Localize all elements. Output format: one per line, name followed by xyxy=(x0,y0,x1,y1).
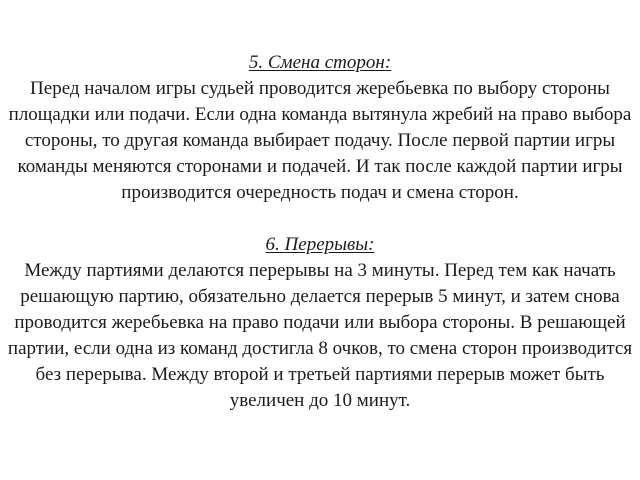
section-breaks xyxy=(6,232,634,414)
section-side-change xyxy=(6,50,634,206)
section-paragraph: Между партиями делаются перерывы на 3 минуты. Перед тем как начать решающую партию, обязательно делается перерыв 5 минут, и затем снова проводится жеребьевка на право подачи или выбора стороны. В решающей партии, если одна из команд достигла 8 очков, то смена сторон производится без перерыва. Между второй и третьей партиями перерыв может быть увеличен до 10 минут. xyxy=(7,260,633,411)
section-heading: 5. Смена сторон: xyxy=(248,52,392,73)
section-heading: 6. Перерывы: xyxy=(265,234,375,255)
section-paragraph: Перед началом игры судьей проводится жеребьевка по выбору стороны площадки или подачи. Если одна команда вытянула жребий на право выбора стороны, то другая команда выбирает подачу. После первой партии игры команды меняются сторонами и подачей. И так после каждой партии игры производится очередность подач и смена сторон. xyxy=(8,78,632,203)
